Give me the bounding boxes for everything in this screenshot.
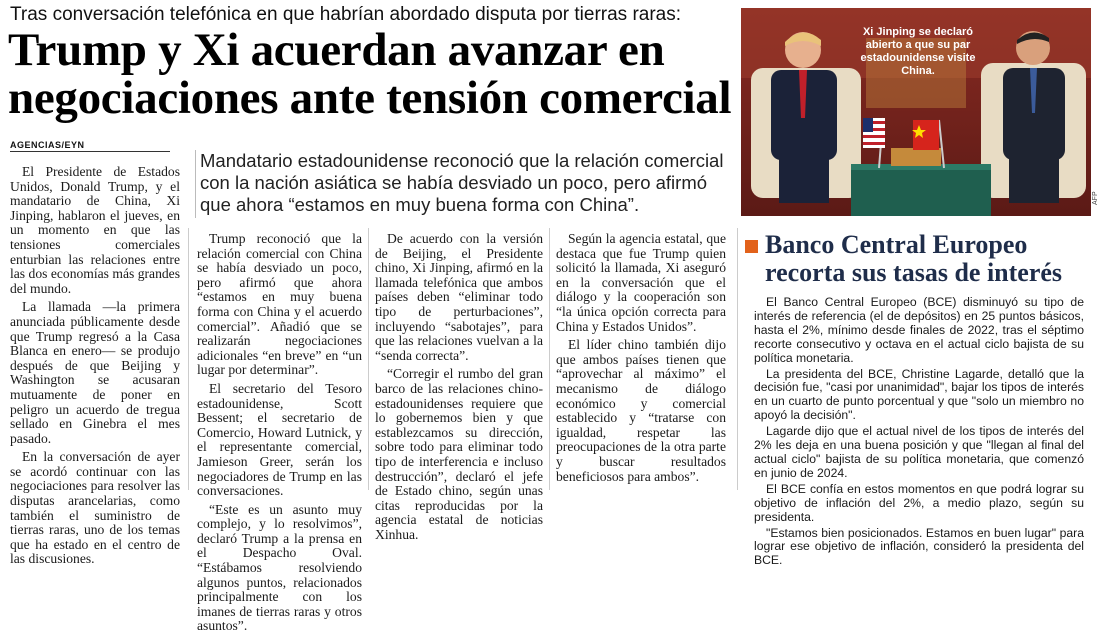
sidebar-paragraph: El BCE confía en estos momentos en que podrá lograr su objetivo de inflación del 2%, a medio plazo, según su presidenta. bbox=[754, 481, 1084, 524]
column-divider bbox=[368, 228, 369, 490]
sidebar-paragraph: La presidenta del BCE, Christine Lagarde, detalló que la decisión fue, "casi por unanimidad", bajar los tipos de interés en un cuarto de punto porcentual y que "solo un miembro no apoyó la decisión". bbox=[754, 366, 1084, 423]
article-paragraph: El líder chino también dijo que ambos países tienen que “aprovechar al máximo” el mecanismo de diálogo económico y comercial establecido y “tratarse con igualdad, respetar las preocupaciones de la otra parte y buscar resultados beneficiosos para ambos”. bbox=[556, 337, 726, 484]
article-paragraph: Trump reconoció que la relación comercial con China se había desviado un poco, pero afirmó que ahora “estamos en muy buena forma con China y el acuerdo comercial”. Añadió que se realizarán negociaciones adicionales “en breve” en “un lugar por determinar”. bbox=[197, 231, 362, 378]
sidebar-square-icon bbox=[745, 240, 758, 253]
article-paragraph: “Este es un asunto muy complejo, y lo resolvimos”, declaró Trump a la prensa en el Despacho Oval. “Estábamos resolviendo algunos puntos, relacionados principalmente con los imanes de tierras raras y otros asuntos”. bbox=[197, 501, 362, 634]
article-column-1 bbox=[10, 165, 180, 571]
article-byline: AGENCIAS/EYN bbox=[10, 140, 85, 150]
article-deck: Mandatario estadounidense reconoció que la relación comercial con la nación asiática se había desviado un poco, pero afirmó que ahora “estamos en muy buena forma con China”. bbox=[200, 150, 724, 215]
article-kicker: Tras conversación telefónica en que habrían abordado disputa por tierras raras: bbox=[10, 4, 682, 25]
photo-caption: Xi Jinping se declaró abierto a que su par estadounidense visite China. bbox=[860, 26, 976, 77]
article-paragraph: Según la agencia estatal, que destaca que fue Trump quien solicitó la llamada, Xi aseguró en la conversación que el diálogo y la cooperación son “la única opción correcta para China y Estados Unidos”. bbox=[556, 231, 726, 334]
photo-credit: AFP bbox=[1092, 191, 1099, 205]
sidebar-divider bbox=[737, 228, 738, 490]
article-column-4 bbox=[556, 232, 726, 488]
article-paragraph: El Presidente de Estados Unidos, Donald Trump, y el mandatario de China, Xi Jinping, hablaron el jueves, en un momento en que las tensiones comerciales enturbian las relaciones entre las dos economías más grandes del mundo. bbox=[10, 164, 180, 296]
article-column-3 bbox=[375, 232, 543, 546]
sidebar-paragraph: "Estamos bien posicionados. Estamos en buen lugar" para lograr ese objetivo de inflación, consideró la presidenta del BCE. bbox=[754, 525, 1084, 568]
column-divider bbox=[188, 228, 189, 490]
article-paragraph: “Corregir el rumbo del gran barco de las relaciones chino-estadounidenses requiere que lo gobernemos bien y que establezcamos su dirección, sobre todo para eliminar todo tipo de interferencia e incluso destrucción”, declaró el jefe de Estado chino, según unas citas reproducidas por la agencia estatal de noticias Xinhua. bbox=[375, 366, 543, 542]
sidebar-body bbox=[754, 296, 1084, 570]
article-column-2 bbox=[197, 232, 362, 638]
deck-divider bbox=[195, 150, 196, 218]
byline-divider bbox=[10, 151, 170, 152]
article-paragraph: La llamada —la primera anunciada públicamente desde que Trump regresó a la Casa Blanca en enero— se produjo después de que Beijing y Washington se acusaran mutuamente de poner en peligro un acuerdo de tregua sellado en Ginebra el mes pasado. bbox=[10, 299, 180, 446]
sidebar-paragraph: El Banco Central Europeo (BCE) disminuyó su tipo de interés de referencia (el de depósitos) en 25 puntos básicos, hasta el 2%, mínimo desde finales de 2022, tras el séptimo recorte consecutivo y octava en el actual ciclo bajista de su política monetaria. bbox=[754, 295, 1084, 365]
column-divider bbox=[549, 228, 550, 490]
article-headline: Trump y Xi acuerdan avanzar en negociaciones ante tensión comercial bbox=[8, 24, 732, 124]
sidebar-paragraph: Lagarde dijo que el actual nivel de los tipos de interés del 2% les deja en una buena posición y que "llegan al final del actual ciclo" bajista de su política monetaria, que comenzó en junio de 2024. bbox=[754, 424, 1084, 480]
article-paragraph: En la conversación de ayer se acordó continuar con las negociaciones para resolver las disputas arancelarias, como también el suministro de tierras raras, uno de los temas que ha estado en el centro de las discusiones. bbox=[10, 449, 180, 567]
article-paragraph: El secretario del Tesoro estadounidense, Scott Bessent; el secretario de Comercio, Howard Lutnick, y el representante comercial, Jamieson Greer, serán los negociadores de Trump en las conversaciones. bbox=[197, 380, 362, 499]
sidebar-title: Banco Central Europeo recorta sus tasas de interés bbox=[765, 230, 1063, 287]
article-paragraph: De acuerdo con la versión de Beijing, el Presidente chino, Xi Jinping, afirmó en la llamada telefónica que ambos países deben “eliminar todo tipo de perturbaciones”, incluyendo “sabotajes”, para que las relaciones vuelvan a la “senda correcta”. bbox=[375, 231, 543, 363]
